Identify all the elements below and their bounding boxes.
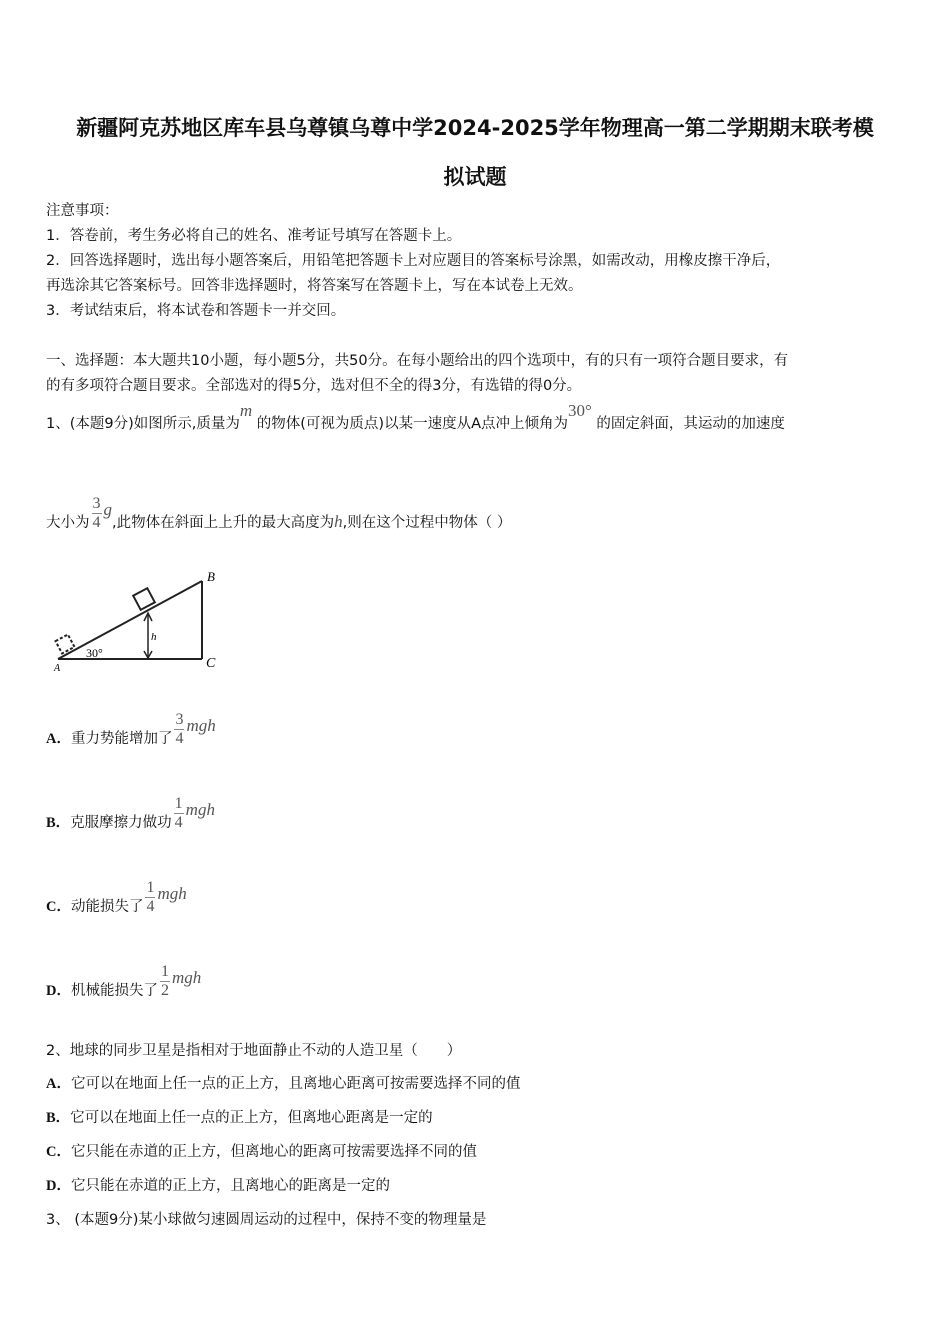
denominator: 4 bbox=[174, 813, 183, 831]
section-instructions: 的有多项符合题目要求。全部选对的得5分，选对但不全的得3分，有选错的得0分。 bbox=[46, 378, 582, 394]
q3-stem: 3、 (本题9分)某小球做匀速圆周运动的过程中，保持不变的物理量是 bbox=[46, 1212, 487, 1228]
numerator: 1 bbox=[174, 794, 183, 812]
notice-heading: 注意事项： bbox=[46, 203, 119, 219]
notice-item: 1．答卷前，考生务必将自己的姓名、准考证号填写在答题卡上。 bbox=[46, 228, 462, 244]
incline-figure bbox=[44, 565, 224, 675]
denominator: 4 bbox=[146, 897, 155, 915]
text: 大小为 bbox=[46, 515, 90, 531]
fraction bbox=[174, 795, 184, 832]
option-label: C． bbox=[46, 1144, 71, 1160]
q1-option-d[interactable] bbox=[46, 962, 202, 1014]
text: ,此物体在斜面上上升的最大高度为 bbox=[112, 515, 335, 531]
q2-option-a[interactable] bbox=[46, 1074, 520, 1094]
option-label: C． bbox=[46, 899, 71, 915]
math-m: m bbox=[239, 401, 253, 420]
option-text: 动能损失了 bbox=[70, 899, 144, 915]
text: 1、(本题9分)如图所示,质量为 bbox=[46, 416, 240, 432]
option-text: 它只能在赤道的正上方，且离地心的距离是一定的 bbox=[70, 1178, 390, 1194]
q1-stem-line1 bbox=[46, 401, 785, 434]
section-instructions: 一、选择题：本大题共10小题，每小题5分，共50分。在每小题给出的四个选项中，有的只有一项符合题目要求，有 bbox=[46, 353, 789, 369]
math: mgh bbox=[157, 884, 187, 903]
q2-option-c[interactable] bbox=[46, 1142, 477, 1162]
q1-stem-line2 bbox=[46, 494, 512, 545]
denominator: 4 bbox=[92, 513, 101, 531]
option-label: D． bbox=[46, 1178, 71, 1194]
denominator: 4 bbox=[175, 729, 184, 747]
option-text: 它可以在地面上任一点的正上方，但离地心距离是一定的 bbox=[70, 1110, 433, 1126]
label-h: h bbox=[151, 631, 157, 643]
q1-option-c[interactable] bbox=[46, 878, 187, 930]
math: mgh bbox=[185, 800, 215, 819]
option-label: D． bbox=[46, 983, 71, 999]
option-text: 它可以在地面上任一点的正上方，且离地心距离可按需要选择不同的值 bbox=[70, 1076, 521, 1092]
fraction bbox=[145, 879, 155, 916]
numerator: 3 bbox=[92, 494, 101, 512]
fraction bbox=[92, 495, 102, 532]
option-text: 克服摩擦力做功 bbox=[70, 815, 172, 831]
fraction bbox=[174, 711, 184, 748]
label-angle: 30° bbox=[86, 646, 103, 660]
title-line-2: 拟试题 bbox=[443, 165, 507, 189]
notice-item: 3．考试结束后，将本试卷和答题卡一并交回。 bbox=[46, 303, 346, 319]
notice-item: 再选涂其它答案标号。回答非选择题时，将答案写在答题卡上，写在本试卷上无效。 bbox=[46, 278, 583, 294]
math-h: h bbox=[334, 512, 343, 531]
notice-item: 2．回答选择题时，选出每小题答案后，用铅笔把答题卡上对应题目的答案标号涂黑，如需改动，用橡皮擦干净后， bbox=[46, 253, 781, 269]
q2-option-d[interactable] bbox=[46, 1176, 390, 1196]
option-text: 它只能在赤道的正上方，但离地心的距离可按需要选择不同的值 bbox=[70, 1144, 477, 1160]
option-text: 重力势能增加了 bbox=[70, 731, 173, 747]
numerator: 1 bbox=[146, 878, 155, 896]
text: 的固定斜面，其运动的加速度 bbox=[596, 416, 785, 432]
fraction bbox=[160, 963, 170, 1000]
numerator: 1 bbox=[160, 962, 169, 980]
option-label: B． bbox=[46, 815, 71, 831]
q2-stem: 2、地球的同步卫星是指相对于地面静止不动的人造卫星（ ） bbox=[46, 1043, 462, 1059]
option-text: 机械能损失了 bbox=[70, 983, 158, 999]
title-line-1: 新疆阿克苏地区库车县乌尊镇乌尊中学2024-2025学年物理高一第二学期期末联考模 bbox=[76, 116, 874, 140]
label-A: A bbox=[54, 663, 61, 674]
text: 的物体(可视为质点)以某一速度从A点冲上倾角为 bbox=[256, 416, 568, 432]
math: mgh bbox=[186, 716, 216, 735]
q1-option-a[interactable] bbox=[46, 710, 216, 762]
q2-option-b[interactable] bbox=[46, 1108, 433, 1128]
option-label: A． bbox=[46, 1076, 71, 1092]
option-label: B． bbox=[46, 1110, 71, 1126]
math-angle: 30° bbox=[568, 401, 592, 420]
text: ,则在这个过程中物体（ ） bbox=[342, 515, 512, 531]
option-label: A． bbox=[46, 731, 71, 747]
numerator: 3 bbox=[175, 710, 184, 728]
label-B: B bbox=[207, 569, 215, 584]
denominator: 2 bbox=[160, 981, 169, 999]
math: mgh bbox=[171, 968, 202, 987]
q1-option-b[interactable] bbox=[46, 794, 215, 846]
label-C: C bbox=[206, 656, 216, 671]
math-g: g bbox=[103, 500, 112, 519]
